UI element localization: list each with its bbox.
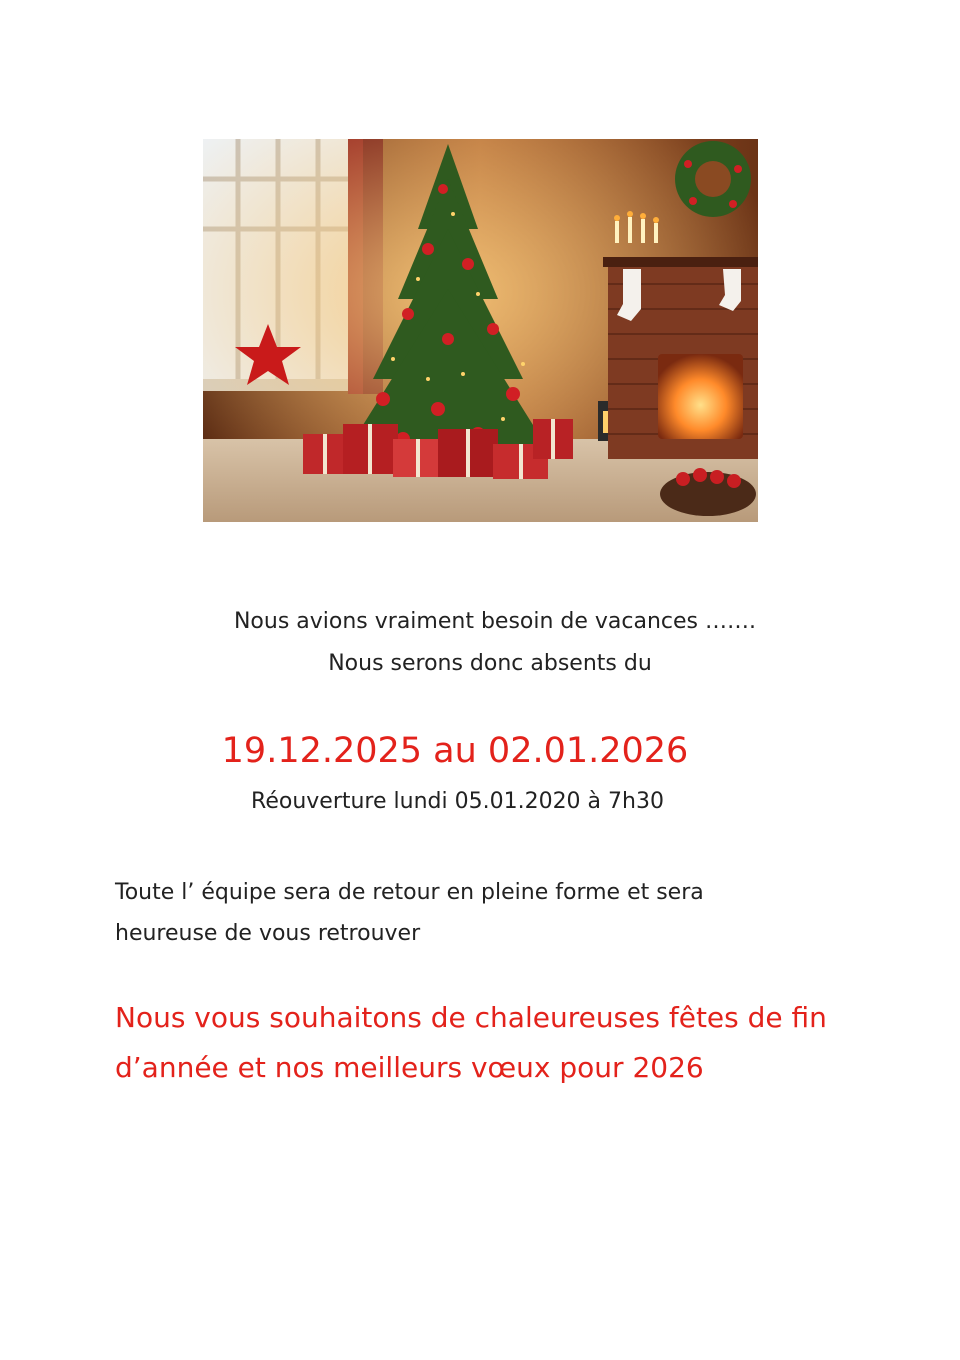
vacation-intro-line: Nous avions vraiment besoin de vacances ……. bbox=[233, 609, 757, 634]
team-message bbox=[115, 872, 835, 954]
closure-dates: 19.12.2025 au 02.01.2026 bbox=[221, 731, 689, 771]
holiday-wishes-line-1: Nous vous souhaitons de chaleureuses fêtes de fin bbox=[115, 1001, 827, 1034]
team-message-line-1: Toute l’ équipe sera de retour en pleine forme et sera bbox=[115, 880, 704, 905]
absence-intro-line: Nous serons donc absents du bbox=[328, 651, 652, 676]
team-message-line-2: heureuse de vous retrouver bbox=[115, 921, 421, 946]
holiday-wishes bbox=[115, 993, 875, 1093]
christmas-tree-photo bbox=[203, 139, 758, 522]
reopening-line: Réouverture lundi 05.01.2020 à 7h30 bbox=[251, 789, 664, 814]
holiday-wishes-line-2: d’année et nos meilleurs vœux pour 2026 bbox=[115, 1051, 704, 1084]
